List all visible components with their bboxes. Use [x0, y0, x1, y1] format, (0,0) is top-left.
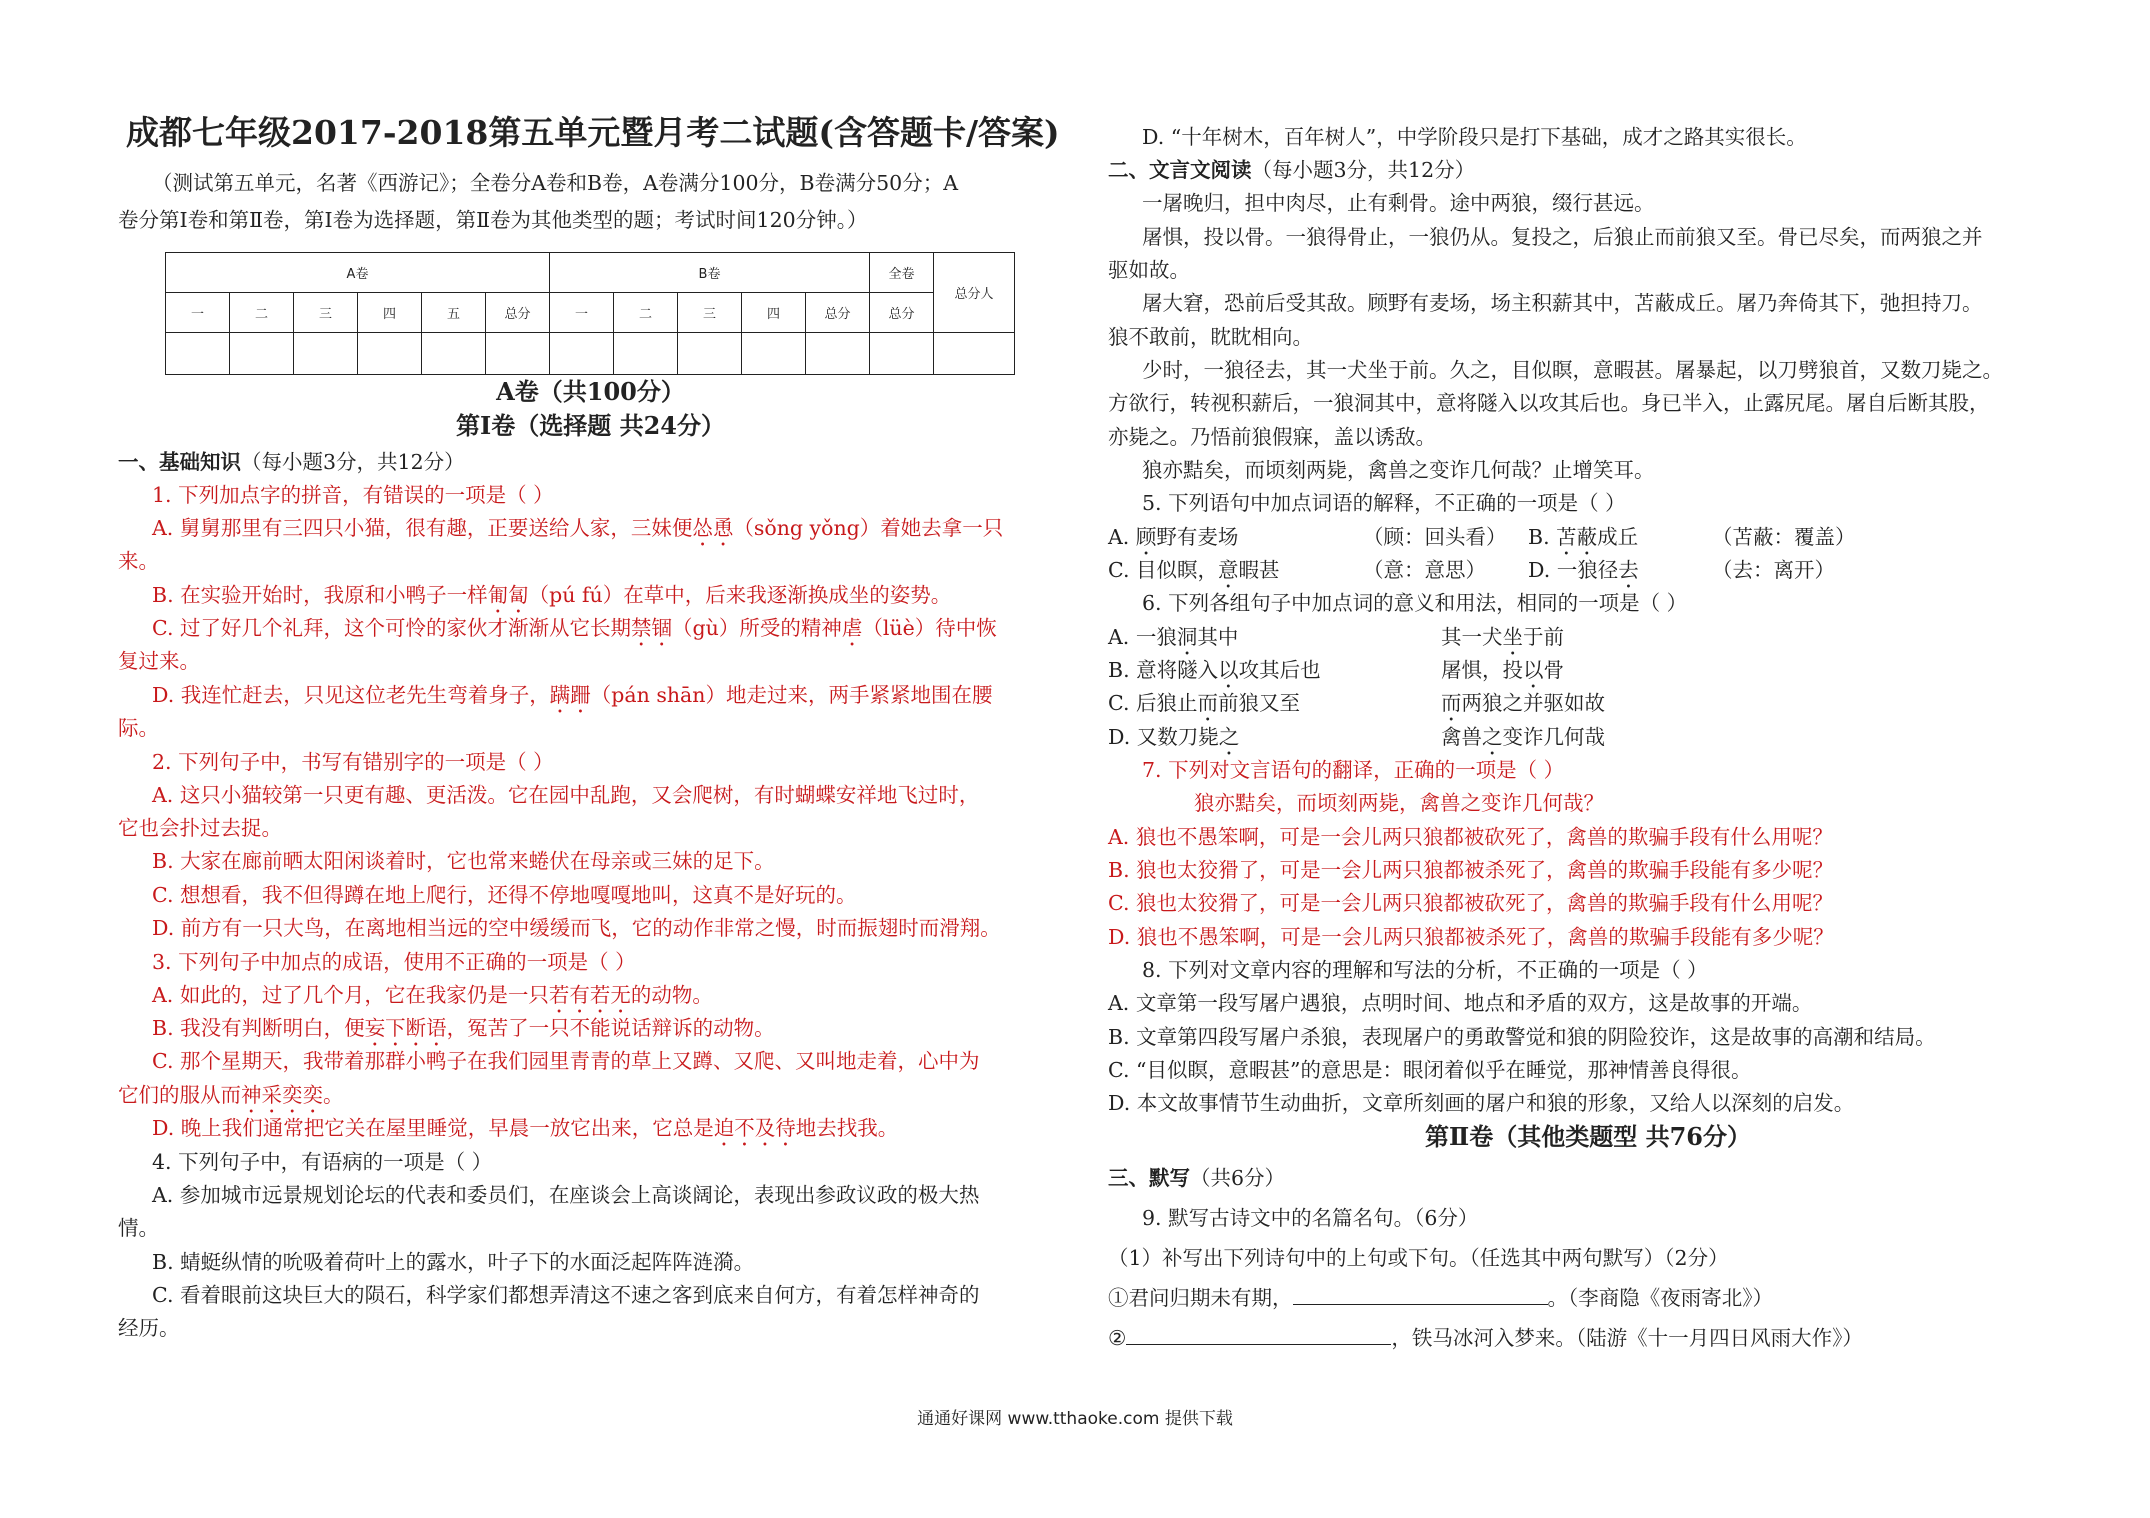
q2-option-b: B. 大家在廊前晒太阳闲谈着时，它也常来蜷伏在母亲或三妹的足下。: [152, 849, 775, 873]
score-cell[interactable]: [934, 333, 1015, 375]
q4-option-b: B. 蜻蜓纵情的吮吸着荷叶上的露水，叶子下的水面泛起阵阵涟漪。: [152, 1250, 755, 1274]
q6-option-c-2: 而两狼之并驱如故: [1441, 691, 1605, 715]
q9-sub1: （1）补写出下列诗句中的上句或下句。（任选其中两句默写）（2分）: [1108, 1246, 1729, 1270]
section-2-title: 二、文言文阅读: [1108, 158, 1252, 182]
score-col-a-1: 一: [166, 293, 230, 333]
score-table-b-header: B卷: [550, 253, 870, 293]
q3-option-b: B. 我没有判断明白，便妄下断语，冤苦了一只不能说话辩诉的动物。: [152, 1016, 775, 1040]
score-col-a-2: 二: [230, 293, 294, 333]
section-2-heading: [1108, 155, 1475, 185]
passage-p4: 少时，一狼径去，其一犬坐于前。久之，目似瞑，意暇甚。屠暴起，以刀劈狼首，又数刀毙之。: [1142, 358, 2003, 382]
section-2-note: （每小题3分，共12分）: [1251, 158, 1476, 182]
q3-stem: 3. 下列句子中加点的成语，使用不正确的一项是（ ）: [152, 950, 636, 974]
q4-stem: 4. 下列句子中，有语病的一项是（ ）: [152, 1150, 493, 1174]
score-col-a-4: 四: [358, 293, 422, 333]
q2-stem: 2. 下列句子中，书写有错别字的一项是（ ）: [152, 750, 554, 774]
q5-option-d-note: （去：离开）: [1712, 558, 1835, 582]
q7-stem: 7. 下列对文言语句的翻译，正确的一项是（ ）: [1142, 758, 1565, 782]
part2-heading: 第Ⅱ卷（其他类题型 共76分）: [1425, 1122, 1751, 1151]
q1-option-d-cont: 际。: [118, 716, 159, 740]
score-col-b-total: 总分: [806, 293, 870, 333]
q4-option-c: C. 看着眼前这块巨大的陨石，科学家们都想弄清这不速之客到底来自何方，有着怎样神奇的: [152, 1283, 980, 1307]
score-cell[interactable]: [870, 333, 934, 375]
q4-option-a: A. 参加城市远景规划论坛的代表和委员们，在座谈会上高谈阔论，表现出参政议政的极大热: [152, 1183, 980, 1207]
passage-p2: 屠惧，投以骨。一狼得骨止，一狼仍从。复投之，后狼止而前狼又至。骨已尽矣，而两狼之并: [1142, 225, 1983, 249]
q8-option-b: B. 文章第四段写屠户杀狼，表现屠户的勇敢警觉和狼的阴险狡诈，这是故事的高潮和结局。: [1108, 1025, 1936, 1049]
score-cell[interactable]: [550, 333, 614, 375]
q5-option-b: B. 苫蔽成丘: [1528, 525, 1639, 549]
q9-answer-blank-2[interactable]: [1126, 1324, 1391, 1346]
q7-option-c: C. 狼也太狡猾了，可是一会儿两只狼都被砍死了，禽兽的欺骗手段有什么用呢？: [1108, 891, 1833, 915]
q5-stem: 5. 下列语句中加点词语的解释，不正确的一项是（ ）: [1142, 491, 1626, 515]
passage-p3-cont: 狼不敢前，眈眈相向。: [1108, 325, 1313, 349]
intro-line-2: 卷分第Ⅰ卷和第Ⅱ卷，第Ⅰ卷为选择题，第Ⅱ卷为其他类型的题；考试时间120分钟。）: [118, 208, 868, 232]
q6-option-b-1: B. 意将隧入以攻其后也: [1108, 658, 1321, 682]
score-cell[interactable]: [422, 333, 486, 375]
section-1-title: 一、基础知识: [118, 450, 241, 474]
section-3-note: （共6分）: [1190, 1166, 1286, 1190]
q6-option-b-2: 屠惧，投以骨: [1441, 658, 1564, 682]
page-title: 成都七年级2017-2018第五单元暨月考二试题(含答题卡/答案): [126, 113, 1060, 152]
q5-option-c-note: （意：意思）: [1363, 558, 1486, 582]
a-heading: A卷（共100分）: [496, 377, 685, 406]
score-table-a-header: A卷: [166, 253, 550, 293]
part1-heading: 第Ⅰ卷（选择题 共24分）: [456, 411, 725, 440]
q5-option-a-note: （顾：回头看）: [1363, 525, 1507, 549]
score-cell[interactable]: [806, 333, 870, 375]
q6-stem: 6. 下列各组句子中加点词的意义和用法，相同的一项是（ ）: [1142, 591, 1688, 615]
q9-line-2: ② ，铁马冰河入梦来。（陆游《十一月四日风雨大作》）: [1108, 1323, 1863, 1353]
passage-p3: 屠大窘，恐前后受其敌。顾野有麦场，场主积薪其中，苫蔽成丘。屠乃奔倚其下，弛担持刀。: [1142, 291, 1983, 315]
q1-option-c: C. 过了好几个礼拜，这个可怜的家伙才渐渐从它长期禁锢（gù）所受的精神虐（lüè）待中恢: [152, 616, 997, 640]
score-cell[interactable]: [166, 333, 230, 375]
q4-option-a-cont: 情。: [118, 1216, 159, 1240]
q1-option-a: A. 舅舅那里有三四只小猫，很有趣，正要送给人家，三妹便怂恿（sǒng yǒng）着她去拿一只: [152, 516, 1004, 540]
q1-option-c-cont: 复过来。: [118, 649, 200, 673]
q6-option-c-1: C. 后狼止而前狼又至: [1108, 691, 1300, 715]
q8-option-a: A. 文章第一段写屠户遇狼，点明时间、地点和矛盾的双方，这是故事的开端。: [1108, 991, 1813, 1015]
q9-stem: 9. 默写古诗文中的名篇名句。（6分）: [1142, 1206, 1479, 1230]
score-cell[interactable]: [230, 333, 294, 375]
q1-option-b: B. 在实验开始时，我原和小鸭子一样匍匐（pú fú）在草中，后来我逐渐换成坐的姿势。: [152, 583, 952, 607]
q1-option-d: D. 我连忙赶去，只见这位老先生弯着身子，蹒跚（pán shān）地走过来，两手紧紧地围在腰: [152, 683, 993, 707]
score-cell[interactable]: [742, 333, 806, 375]
score-col-a-5: 五: [422, 293, 486, 333]
passage-p4-cont2: 亦毙之。乃悟前狼假寐，盖以诱敌。: [1108, 425, 1436, 449]
q3-option-c: C. 那个星期天，我带着那群小鸭子在我们园里青青的草上又蹲、又爬、又叫地走着，心中为: [152, 1049, 980, 1073]
q4-option-d: D. “十年树木，百年树人”，中学阶段只是打下基础，成才之路其实很长。: [1142, 125, 1807, 149]
score-cell[interactable]: [614, 333, 678, 375]
q9-line-1: ①君问归期未有期， 。（李商隐《夜雨寄北》）: [1108, 1283, 1773, 1313]
score-table: [165, 252, 1015, 375]
score-cell[interactable]: [678, 333, 742, 375]
intro-line-1: （测试第五单元，名著《西游记》；全卷分A卷和B卷，A卷满分100分，B卷满分50分；A: [152, 171, 959, 195]
score-cell[interactable]: [358, 333, 422, 375]
passage-p4-cont: 方欲行，转视积薪后，一狼洞其中，意将隧入以攻其后也。身已半入，止露尻尾。屠自后断其股，: [1108, 391, 1990, 415]
score-col-b-4: 四: [742, 293, 806, 333]
passage-p2-cont: 驱如故。: [1108, 258, 1190, 282]
q6-option-d-2: 禽兽之变诈几何哉: [1441, 725, 1605, 749]
q5-option-d: D. 一狼径去: [1528, 558, 1639, 582]
section-1-heading: [118, 447, 465, 477]
q6-option-a-2: 其一犬坐于前: [1441, 625, 1564, 649]
q7-option-d: D. 狼也不愚笨啊，可是一会儿两只狼都被杀死了，禽兽的欺骗手段能有多少呢？: [1108, 925, 1834, 949]
passage-p1: 一屠晚归，担中肉尽，止有剩骨。途中两狼，缀行甚远。: [1142, 191, 1655, 215]
q2-option-a: A. 这只小猫较第一只更有趣、更活泼。它在园中乱跑，又会爬树，有时蝴蝶安祥地飞过时，: [152, 783, 980, 807]
q2-option-a-cont: 它也会扑过去捉。: [118, 816, 282, 840]
q8-option-d: D. 本文故事情节生动曲折，文章所刻画的屠户和狼的形象，又给人以深刻的启发。: [1108, 1091, 1855, 1115]
score-col-b-3: 三: [678, 293, 742, 333]
q6-option-a-1: A. 一狼洞其中: [1108, 625, 1239, 649]
q8-stem: 8. 下列对文章内容的理解和写法的分析，不正确的一项是（ ）: [1142, 958, 1708, 982]
footer: 通通好课网 www.tthaoke.com 提供下载: [917, 1409, 1233, 1429]
q3-option-a: A. 如此的，过了几个月，它在我家仍是一只若有若无的动物。: [152, 983, 713, 1007]
q4-option-c-cont: 经历。: [118, 1316, 180, 1340]
q2-option-c: C. 想想看，我不但得蹲在地上爬行，还得不停地嘎嘎地叫，这真不是好玩的。: [152, 883, 857, 907]
q5-option-a: A. 顾野有麦场: [1108, 525, 1239, 549]
q8-option-c: C. “目似瞑，意暇甚”的意思是：眼闭着似乎在睡觉，那神情善良得很。: [1108, 1058, 1752, 1082]
q6-option-d-1: D. 又数刀毙之: [1108, 725, 1240, 749]
q3-option-c-cont: 它们的服从而神采奕奕。: [118, 1083, 344, 1107]
score-col-a-3: 三: [294, 293, 358, 333]
score-cell[interactable]: [294, 333, 358, 375]
passage-p5: 狼亦黠矣，而顷刻两毙，禽兽之变诈几何哉？止增笑耳。: [1142, 458, 1655, 482]
q7-option-b: B. 狼也太狡猾了，可是一会儿两只狼都被杀死了，禽兽的欺骗手段能有多少呢？: [1108, 858, 1834, 882]
q9-answer-blank-1[interactable]: [1293, 1284, 1548, 1306]
score-col-total: 总分: [870, 293, 934, 333]
section-1-note: （每小题3分，共12分）: [241, 450, 465, 474]
score-cell[interactable]: [486, 333, 550, 375]
q7-option-a: A. 狼也不愚笨啊，可是一会儿两只狼都被砍死了，禽兽的欺骗手段有什么用呢？: [1108, 825, 1833, 849]
q1-stem: 1. 下列加点字的拼音，有错误的一项是（ ）: [152, 483, 554, 507]
q2-option-d: D. 前方有一只大鸟，在离地相当远的空中缓缓而飞，它的动作非常之慢，时而振翅时而滑翔。: [152, 916, 1001, 940]
q1-option-a-cont: 来。: [118, 549, 159, 573]
score-col-a-total: 总分: [486, 293, 550, 333]
q5-option-c: C. 目似瞑，意暇甚: [1108, 558, 1280, 582]
score-col-b-1: 一: [550, 293, 614, 333]
score-table-total-header: 全卷: [870, 253, 934, 293]
q7-quote: 狼亦黠矣，而顷刻两毙，禽兽之变诈几何哉？: [1194, 791, 1604, 815]
score-table-scorer-header: 总分人: [934, 253, 1015, 333]
section-3-title: 三、默写: [1108, 1166, 1190, 1190]
q5-option-b-note: （苫蔽：覆盖）: [1712, 525, 1856, 549]
q3-option-d: D. 晚上我们通常把它关在屋里睡觉，早晨一放它出来，它总是迫不及待地去找我。: [152, 1116, 899, 1140]
section-3-heading: [1108, 1163, 1285, 1193]
score-col-b-2: 二: [614, 293, 678, 333]
